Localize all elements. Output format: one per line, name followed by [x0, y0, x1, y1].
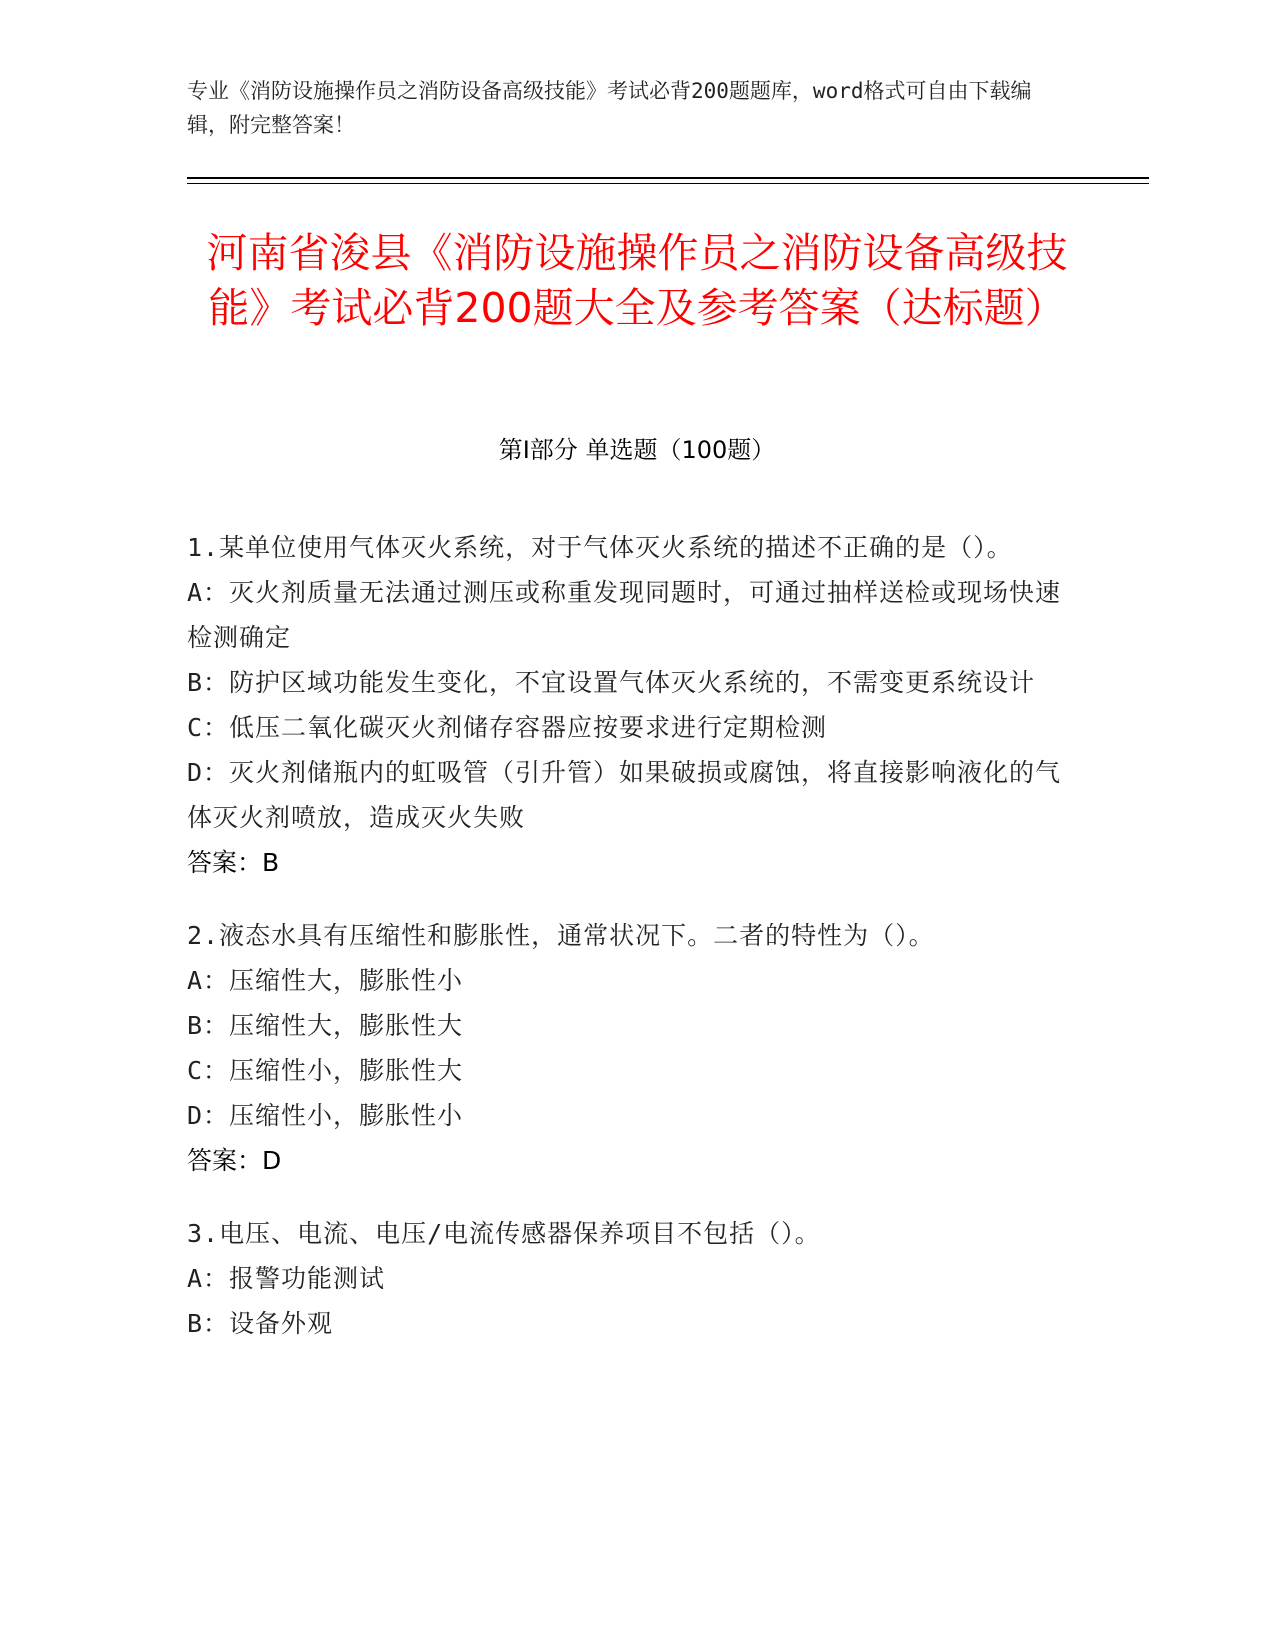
- document-title: 河南省浚县《消防设施操作员之消防设备高级技能》考试必背200题大全及参考答案（达标题）: [206, 229, 1068, 332]
- section-title: 第Ⅰ部分 单选题（100题）: [498, 436, 776, 464]
- header-note: 专业《消防设施操作员之消防设备高级技能》考试必背200题题库，word格式可自由下载编辑，附完整答案！: [187, 79, 1032, 137]
- question-answer: 答案：D: [187, 1146, 282, 1175]
- question-item: [187, 1211, 1087, 1346]
- question-stem: 1.某单位使用气体灭火系统，对于气体灭火系统的描述不正确的是（）。: [187, 533, 1013, 562]
- question-answer: 答案：B: [187, 848, 280, 877]
- question-option: D：灭火剂储瓶内的虹吸管（引升管）如果破损或腐蚀，将直接影响液化的气体灭火剂喷放，造成灭火失败: [187, 758, 1062, 832]
- question-list: [187, 525, 1087, 1374]
- question-stem: 2.液态水具有压缩性和膨胀性，通常状况下。二者的特性为（）。: [187, 921, 935, 950]
- question-stem: 3.电压、电流、电压/电流传感器保养项目不包括（）。: [187, 1219, 821, 1248]
- question-option: A：压缩性大，膨胀性小: [187, 966, 464, 995]
- header-divider-thin: [187, 183, 1149, 184]
- question-option: B：压缩性大，膨胀性大: [187, 1011, 464, 1040]
- question-item: [187, 913, 1087, 1183]
- question-option: A：灭火剂质量无法通过测压或称重发现同题时，可通过抽样送检或现场快速检测确定: [187, 578, 1062, 652]
- question-option: D：压缩性小，膨胀性小: [187, 1101, 464, 1130]
- question-option: B：设备外观: [187, 1309, 334, 1338]
- header-divider-thick: [187, 177, 1149, 179]
- question-option: A：报警功能测试: [187, 1264, 386, 1293]
- question-option: C：压缩性小，膨胀性大: [187, 1056, 464, 1085]
- question-option: B：防护区域功能发生变化，不宜设置气体灭火系统的，不需变更系统设计: [187, 668, 1036, 697]
- question-option: C：低压二氧化碳灭火剂储存容器应按要求进行定期检测: [187, 713, 828, 742]
- question-item: [187, 525, 1087, 885]
